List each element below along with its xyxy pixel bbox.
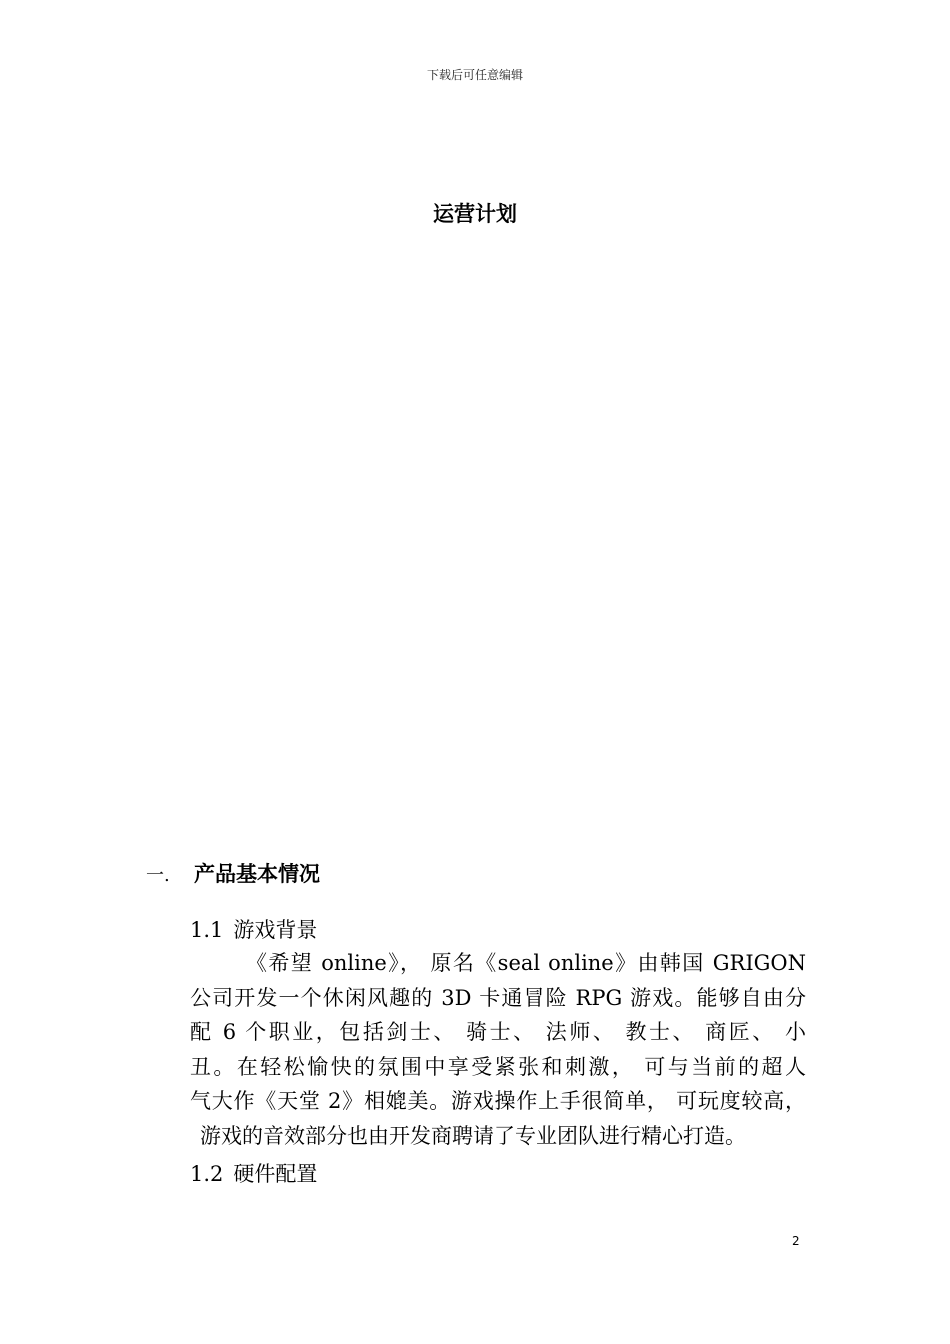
- paragraph-line: 游戏的音效部分也由开发商聘请了专业团队进行精心打造。: [200, 1123, 746, 1148]
- subsection-number: 1.1: [190, 918, 224, 942]
- paragraph-line: 配 6 个职业，包括剑士、 骑士、 法师、 教士、 商匠、 小: [190, 1020, 806, 1044]
- page-number: 2: [792, 1234, 800, 1248]
- subsection-title: 游戏背景: [233, 918, 318, 942]
- section-heading: [146, 858, 320, 888]
- subsection-title: 硬件配置: [233, 1162, 318, 1186]
- header-note: 下载后可任意编辑: [426, 68, 523, 82]
- game-background-paragraph: [190, 946, 806, 1153]
- paragraph-line: 《希望 online》， 原名《seal online》由韩国 GRIGON: [246, 951, 806, 975]
- subsection-number: 1.2: [190, 1162, 224, 1186]
- subsection-heading-1-2: [190, 1158, 317, 1188]
- subsection-heading-1-1: [190, 914, 317, 944]
- section-title: 产品基本情况: [194, 862, 320, 886]
- section-number: 一.: [146, 865, 170, 886]
- paragraph-line: 气大作《天堂 2》相媲美。游戏操作上手很简单， 可玩度较高，: [190, 1089, 806, 1113]
- paragraph-line: 丑。在轻松愉快的氛围中享受紧张和刺激， 可与当前的超人: [190, 1054, 806, 1079]
- document-title: 运营计划: [433, 202, 517, 226]
- paragraph-line: 公司开发一个休闲风趣的 3D 卡通冒险 RPG 游戏。能够自由分: [190, 985, 806, 1010]
